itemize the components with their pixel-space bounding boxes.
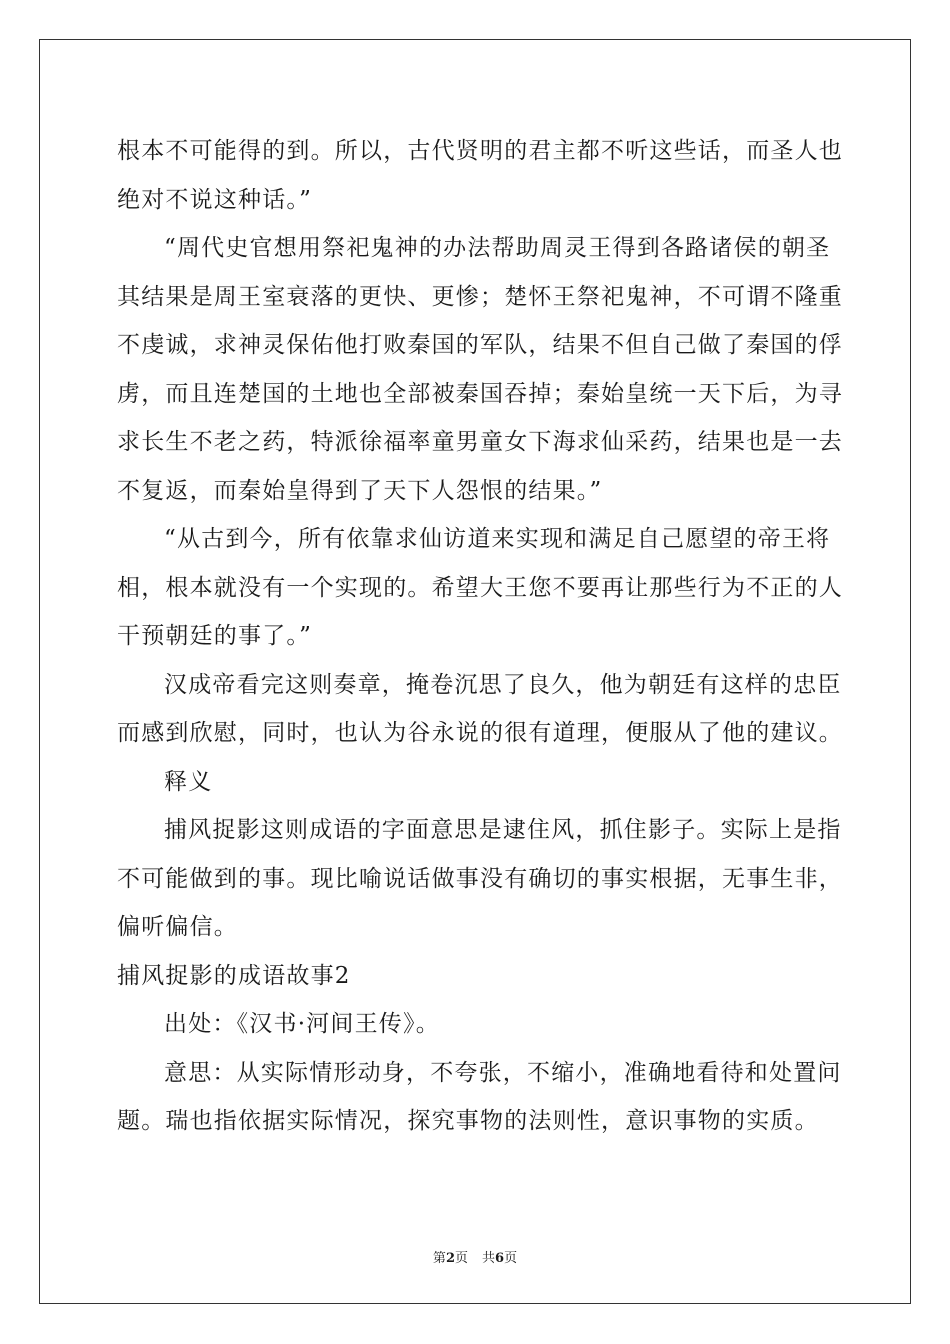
document-body [117, 127, 843, 1146]
text-line: 偏听偏信。 [117, 914, 238, 940]
text-line: 绝对不说这种话。” [117, 186, 313, 213]
total-pages: 6 [495, 1251, 505, 1266]
text-line: 相，根本就没有一个实现的。希望大王您不要再让那些行为不正的人 [117, 574, 843, 601]
total-suffix: 页 [504, 1251, 518, 1266]
text-line: 不可能做到的事。现比喻说话做事没有确切的事实根据，无事生非， [117, 865, 843, 892]
text-line: “从古到今，所有依靠求仙访道来实现和满足自己愿望的帝王将 [164, 526, 831, 552]
page-footer [0, 1247, 950, 1266]
text-line: 不虔诚，求神灵保佑他打败秦国的军队，结果不但自己做了秦国的俘 [117, 332, 843, 358]
text-line: 而感到欣慰，同时，也认为谷永说的很有道理，便服从了他的建议。 [117, 720, 843, 746]
page-number: 2 [445, 1251, 455, 1266]
section-title: 捕风捉影的成语故事2 [117, 962, 351, 989]
text-line: 根本不可能得的到。所以，古代贤明的君主都不听这些话，而圣人也 [117, 138, 843, 164]
text-line: 汉成帝看完这则奏章，掩卷沉思了良久，他为朝廷有这样的忠臣 [164, 671, 842, 698]
text-line: 不复返，而秦始皇得到了天下人怨恨的结果。” [117, 477, 603, 504]
text-line: 意思：从实际情形动身，不夸张，不缩小，准确地看待和处置问 [164, 1059, 842, 1086]
page-suffix: 页 [454, 1251, 468, 1266]
page-prefix: 第 [432, 1251, 446, 1266]
text-line: 出处：《汉书·河间王传》。 [164, 1011, 440, 1037]
text-line: 捕风捉影这则成语的字面意思是逮住风，抓住影子。实际上是指 [164, 817, 842, 843]
total-prefix: 共 [482, 1251, 496, 1266]
text-line: 其结果是周王室衰落的更快、更惨；楚怀王祭祀鬼神，不可谓不隆重 [117, 283, 843, 310]
section-heading: 释义 [164, 768, 213, 795]
text-line: 干预朝廷的事了。” [117, 623, 313, 649]
text-line: “周代史官想用祭祀鬼神的办法帮助周灵王得到各路诸侯的朝圣 [164, 235, 831, 261]
text-line: 求长生不老之药，特派徐福率童男童女下海求仙采药，结果也是一去 [117, 429, 843, 455]
text-line: 虏，而且连楚国的土地也全部被秦国吞掉；秦始皇统一天下后，为寻 [117, 380, 843, 407]
text-line: 题。瑞也指依据实际情况，探究事物的法则性，意识事物的实质。 [117, 1108, 819, 1134]
